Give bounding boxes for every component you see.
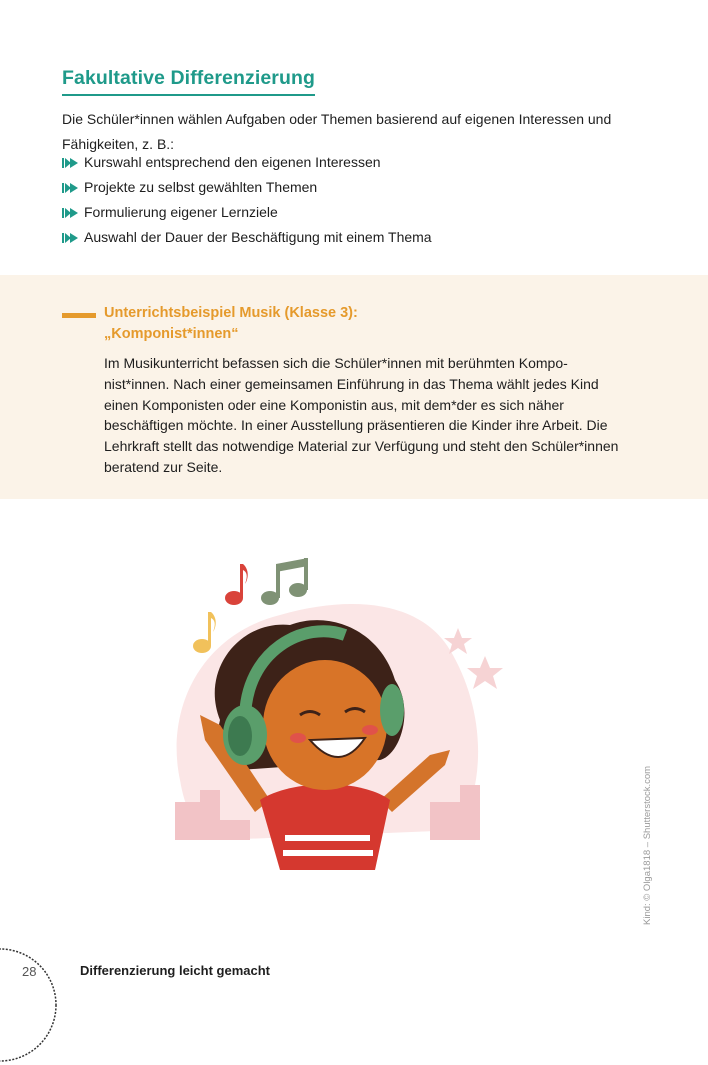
page-number-circle [0,945,60,1065]
list-item-text: Kurswahl entsprechend den eigenen Interessen [84,154,381,170]
star-icon [467,656,503,689]
shirt [260,784,390,870]
list-item-text: Projekte zu selbst gewählten Themen [84,179,318,195]
intro-paragraph: Die Schüler*innen wählen Aufgaben oder Themen basierend auf eigenen Interessen und Fähigkeiten, z. B.: [62,111,612,152]
list-item [62,200,432,225]
example-title [104,303,358,345]
girl-headphones-illustration [160,540,520,870]
list-item [62,150,432,175]
accent-bar [62,313,96,318]
example-title-line1: Unterrichtsbeispiel Musik (Klasse 3): [104,305,358,321]
book-title: Differenzierung leicht gemacht [80,963,270,978]
music-note-icon [193,612,216,653]
headphone-earcup [380,684,404,736]
page-number: 28 [22,964,37,979]
double-arrow-icon [62,158,78,168]
section-title: Fakultative Differenzierung [62,66,315,96]
example-body: Im Musikunterricht befassen sich die Schüler*innen mit berühmten Komponist*innen. Nach einer gemeinsamen Einführung in das Thema wählt jedes Kind einen Komponisten oder eine Komponistin aus, mit dem*der es sich näher beschäftigen möchte. In einer Ausstellung präsentieren die Kinder ihre Arbeit. Die Lehrkraft stellt das notwendige Material zur Verfügung und steht den Schüler*innen beratend zur Seite. [104,355,619,475]
list-item [62,225,432,250]
image-credit: Kind: © Olga1818 – Shutterstock.com [642,765,653,925]
list-item-text: Formulierung eigener Lernziele [84,204,278,220]
bullet-list [62,150,432,250]
face [263,660,387,790]
double-arrow-icon [62,183,78,193]
list-item-text: Auswahl der Dauer der Beschäftigung mit einem Thema [84,229,432,245]
beamed-notes-icon [261,558,308,605]
music-note-icon [225,564,248,605]
double-arrow-icon [62,208,78,218]
double-arrow-icon [62,233,78,243]
list-item [62,175,432,200]
example-title-line2: „Komponist*innen“ [104,326,239,342]
